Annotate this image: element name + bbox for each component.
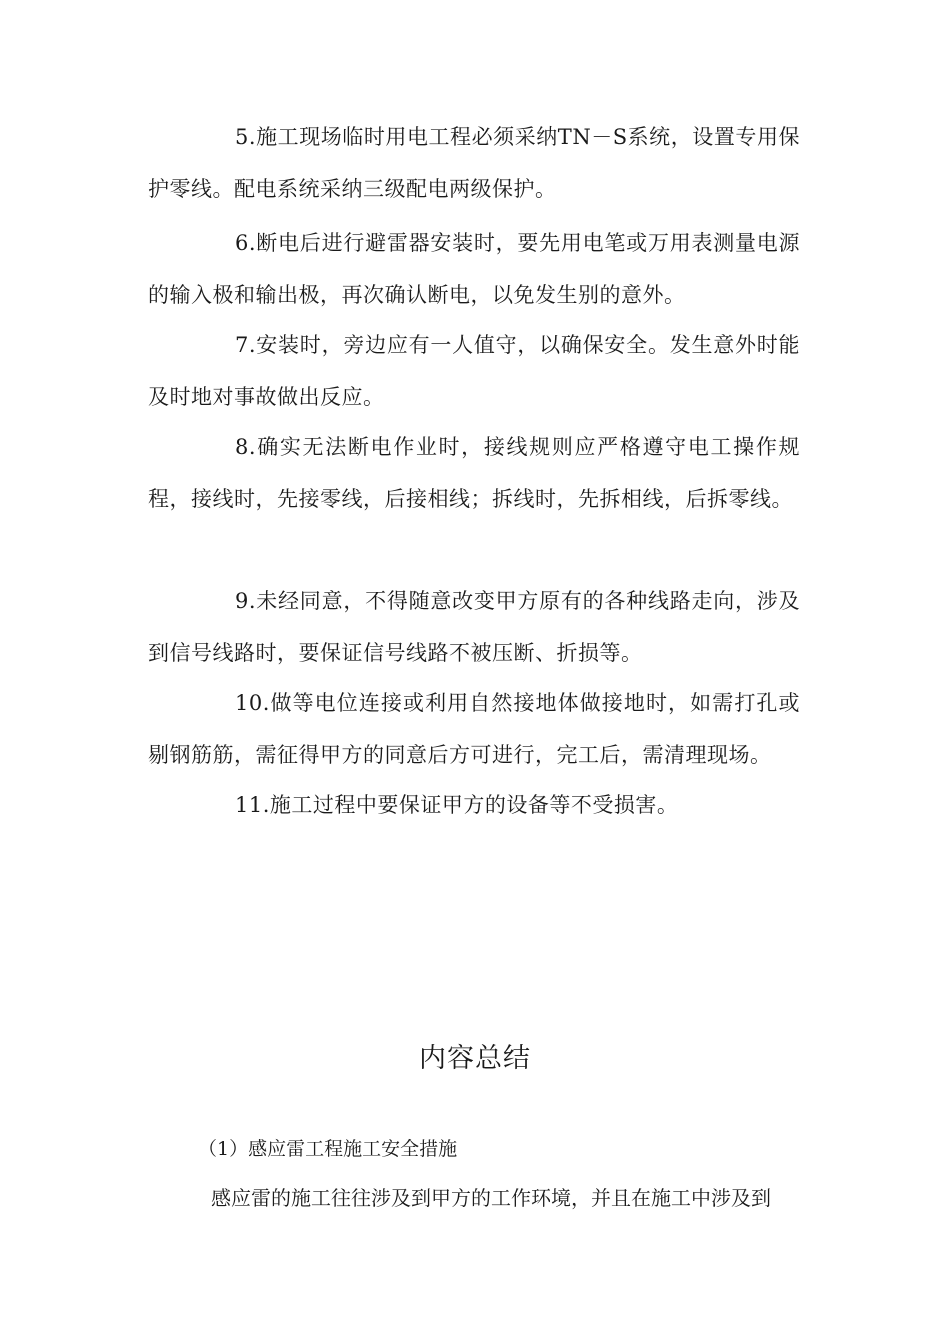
paragraph-item-11: 11.施工过程中要保证甲方的设备等不受损害。	[235, 793, 679, 817]
paragraph-item-5: 5.施工现场临时用电工程必须采纳TN－S系统，设置专用保护零线。配电系统采纳三级配电两级保护。	[148, 125, 800, 201]
summary-title: 内容总结	[419, 1043, 531, 1074]
summary-body-text: 感应雷的施工往往涉及到甲方的工作环境，并且在施工中涉及到	[211, 1186, 771, 1210]
summary-subheading: （1）感应雷工程施工安全措施	[198, 1138, 458, 1160]
paragraph-item-8: 8.确实无法断电作业时，接线规则应严格遵守电工操作规程，接线时，先接零线，后接相线；拆线时，先拆相线，后拆零线。	[148, 435, 800, 511]
paragraph-item-7: 7.安装时，旁边应有一人值守，以确保安全。发生意外时能及时地对事故做出反应。	[148, 333, 800, 409]
paragraph-item-6: 6.断电后进行避雷器安装时，要先用电笔或万用表测量电源的输入极和输出极，再次确认断电，以免发生别的意外。	[148, 231, 800, 307]
paragraph-item-10: 10.做等电位连接或利用自然接地体做接地时，如需打孔或剔钢筋筋，需征得甲方的同意后方可进行，完工后，需清理现场。	[148, 691, 800, 767]
paragraph-item-9: 9.未经同意，不得随意改变甲方原有的各种线路走向，涉及到信号线路时，要保证信号线路不被压断、折损等。	[148, 589, 800, 665]
